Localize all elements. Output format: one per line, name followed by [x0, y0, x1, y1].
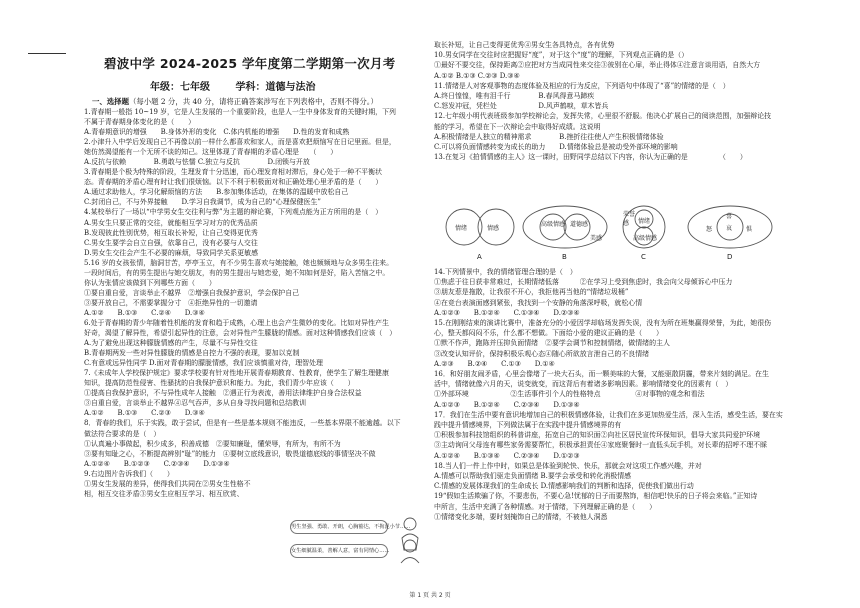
- right-column-line: 16．和好朋友闹矛盾，心里会像堵了一块大石头，而一颗美味的大餐，又能驱散阴霾，带来片刻的满足。在生: [434, 370, 769, 379]
- diagram-d-caption: D: [727, 253, 733, 261]
- right-column-line: A.终日惶惶，唯有泪千行 B.春风得意马蹄疾: [434, 92, 595, 101]
- left-column-line: ①提高自我保护意识，不与异性成年人接触 ②遇正行为表流，善用法律维护自身合法权益: [84, 389, 362, 398]
- left-column-line: A.①② B.①③ C.②③ D.③④: [84, 409, 205, 418]
- left-column-line: A.反抗与依赖 B.勇敢与怯懦 C.独立与反抗 D.闭锁与开放: [84, 158, 310, 167]
- right-column-line: A.情感可以帮助我们驱走负面情绪 B.要学会承受和转化消极情感: [434, 472, 632, 481]
- left-column-line: C.有意或远异性同学 D.面对青春期的朦胧情感，我们应该慎重对待，理智处理: [84, 359, 323, 368]
- diagram-d-label-1: 喜: [726, 213, 733, 220]
- right-column-line: 18.当人们一件上作中时，如果总是体验到轮快、快乐，那就会对这项工作感兴趣，并对: [434, 461, 702, 470]
- left-column-line: 相，相互交往矛盾③男女生应相互学习、相互欣赏、: [84, 489, 244, 498]
- right-column-line: 15.在刚刚结束的演讲比赛中，准备充分的小爱因学却临场发挥失误，没有为所在班集赢得荣誉，为此，她很伤: [434, 319, 772, 328]
- right-column-line: ①默不作声，跑陈并压抑负面情绪 ②要学会调节和控制情绪，做情绪的主人: [434, 339, 670, 348]
- right-column-line: ③朋友惹是拖散，让我很不开心，我拒他再当他的“情绪垃圾桶”: [434, 288, 629, 297]
- left-column-line: A.通过求助他人，学习化解烦恼的方法 B.参加集体活动，在集体的温暖中放松自己: [84, 188, 349, 197]
- right-column-line: 10.男女同学在交往时应把握好“度”，对于这个“度”的理解，下列观点正确的是（）: [434, 51, 689, 60]
- left-column-line: A.①② B.①③ C.②④ D.③④: [84, 308, 205, 317]
- left-column-line: 5.16 岁的女孩张情，脑洞甘苦，亭亭玉立，有不少男生喜欢与她接触，她也频频地与众多男生往来。: [84, 258, 394, 267]
- right-column-line: ①情绪变化多端，要时刻掩饰自己的情绪，不被他人洞悉: [434, 512, 608, 521]
- q9-bubble-girls: 女生细腻温柔，善解人意，富有同情心……: [290, 544, 388, 558]
- left-column: [84, 107, 430, 499]
- diagram-a-caption: A: [477, 253, 482, 261]
- right-column-line: A.①②③ B.①②④ C.①③④ D.②③④: [434, 308, 580, 317]
- right-column-line: ①焦虑于往日获非常难过，长期情绪低落 ②在学习上受到焦虑时，我会向父母倾诉心中压力: [434, 278, 733, 287]
- left-column-line: 3.青春期是个极为特殊的阶段，生理发育十分迅速，而心理发育相对滞后，身心处于一种不平衡状: [84, 168, 382, 177]
- left-column-line: 不属于青春期身体变化的是（ ）: [84, 118, 195, 127]
- page-footer: 第 1 页 共 2 页: [409, 592, 451, 599]
- diagram-c-label-1: 荣誉感: [623, 211, 636, 227]
- left-column-line: 8．青春的我们，乐于实践，敢于尝试，但是有一些是基本规则不能违反，一些基本界限不能逾越。以下: [84, 419, 401, 428]
- q13-diagrams: [440, 203, 790, 261]
- right-column-line: 13.在复习《拍情情感的主人》这一课时，田野同学总结以下内容，你认为正确的是 （ ）: [434, 153, 747, 162]
- diagram-d-label-4: 惧: [746, 226, 753, 233]
- q9-illustration: [290, 520, 411, 564]
- diagram-a-label-2: 情感: [487, 225, 500, 232]
- right-column-line: 取长补短，让自己变得更优秀④男女生各具特点，各有优势: [434, 41, 615, 49]
- left-column-line: ①认真遍小事做起，积少成多，积善成德 ②要知廉耻，懂荣辱，有所为，有所不为: [84, 439, 341, 448]
- right-column-line: 心，整天都闷闷不乐，什么都不想做。下面给小爱的建议正确的是（ ）: [434, 329, 663, 338]
- right-column-line: 践中提升情感境界，下列做法属于在实践中提升情感境界的有: [434, 421, 622, 430]
- right-column-line: 活中，情绪就像六月的天，说变就变，而这背后有着诸多影响因素。影响情绪变化的因素有（ ）: [434, 380, 733, 389]
- exam-title: 碧波中学 2024-2025 学年度第二学期第一次月考: [104, 56, 396, 71]
- left-column-line: ③自重自爱，言谈举止不越界④忍气吞声，多从自身寻找问题和总结教训: [84, 399, 306, 408]
- left-column-line: A.青春期意识的增强 B.身体外形的变化 C.体内机能的增强 D.性的发育和成熟: [84, 128, 350, 137]
- top-left-rule: [28, 53, 66, 54]
- right-column-line: 12.七年级小明代表班级参加学校辩论会，发挥失常，心里很不舒服。他决心扩展自己的阅读范围，加强辩论技: [434, 112, 772, 121]
- left-column-line: 7.《未成年人学校保护规定》要求学校要有针对性地开展青春期教育、性教育，使学生了解生理健康: [84, 369, 389, 378]
- right-column-line: 19“假如生活欺骗了你，不要悲伤，不要心急!忧郁的日子而要熬饰，相信吧!快乐的日子将会来临。”正知诗: [434, 492, 758, 501]
- diagram-c-label-2: 情绪: [638, 218, 651, 225]
- left-column-line: 9.右边图片告诉我们（ ）: [84, 469, 174, 478]
- diagram-a-label-1: 情绪: [455, 225, 468, 232]
- left-column-line: ③要有知耻之心，不断提高辨别“耻”的能力 ④要树立底线意识，敬畏道德底线的事情坚决不做: [84, 449, 376, 458]
- left-column-line: 态。青春期的矛盾心理有时让我们很烦恼。以下不利于积极面对和正确处理心里矛盾的是（ ）: [84, 178, 383, 187]
- left-column-line: 做法符合要求的是（ ）: [84, 429, 161, 438]
- right-column-line: 11.情绪是人对客观事物的态度体验及相应的行为反应，下列语句中体现了“喜”的情绪的是（ ）: [434, 81, 730, 90]
- right-column-line: 能的学习，希望在下一次辩论会中取得好成绩。这说明: [434, 122, 601, 131]
- q9-bubble-boys: 男生坚强、勇敢、开朗，心胸豁达，不拘泥小节……: [290, 520, 388, 534]
- right-column-line: ③改变认知评价，保持积极乐观心态④随心所欲放言泄自己的不良情绪: [434, 349, 650, 358]
- left-column-line: 一段时间后，有的男生提出与她交朋友，有的男生提出与她恋爱，她不知如何是好，陷入苦恼之中。: [84, 268, 390, 277]
- right-column-line: 14.下列情景中，我的情绪管理合理的是（ ）: [434, 268, 577, 276]
- diagram-b-caption: B: [562, 253, 567, 261]
- left-column-line: ①要自重自爱，言谈举止不越界 ②增强自我保护意识，学会保护自己: [84, 288, 300, 297]
- right-column-line: A.积极情绪是人独立的精神需求 B.挫折往往使人产生积极情绪体验: [434, 132, 664, 141]
- left-column-line: A.男女生只要正常的交往，就能相互学习对方的优秀品质: [84, 218, 258, 227]
- right-column-bottom: [434, 267, 790, 522]
- section-heading: [92, 96, 378, 107]
- left-column-line: C.男女生要学会自立自强，依靠自己，没有必要与人交往: [84, 238, 258, 247]
- left-column-line: A.为了避免出现这种朦胧情感的产生，尽量不与异性交往: [84, 339, 258, 348]
- right-column-line: ①外部环境 ②生活事件引个人的性格特点 ④对事物的观念和看法: [434, 390, 705, 399]
- left-column-line: 你认为张情应该做到下列哪些方面（ ）: [84, 278, 216, 287]
- diagram-c-label-3: 高级情感: [633, 235, 658, 242]
- left-column-line: ③要开放自己，不需要掌握分寸 ④拒绝异性的一切邀请: [84, 298, 258, 307]
- section-instructions: （每小题 2 分，共 40 分，请将正确答案涉写在下列表格中，否则不得分。）: [128, 97, 378, 106]
- left-column-line: 1.青春期一般指 10~19 岁，它是人生发展的一个重要阶段，也是人一生中身体发育的关键时期，下列: [84, 108, 396, 116]
- right-column-line: ④在竞台表演面感到紧张，我找到一个安静的角落深呼吸，就松心情: [434, 298, 643, 307]
- left-column-line: 4.某校举行了一场以“中学男女生交往利与弊”为主题的辩论赛，下列观点能为正方所用的是（ ）: [84, 208, 383, 217]
- diagram-b-label-2: 道德感: [569, 221, 588, 228]
- right-column-line: ①积极参加科技馆组织的科普讲座，拓宽自己的知识面②向社区居民宣传环保知识，倡导大家共同爱护环境: [434, 431, 761, 440]
- left-column-line: A.①②④ B.①②③ C.②③④ D.①③④: [84, 459, 230, 468]
- diagram-d-label-3: 哀: [726, 225, 733, 232]
- diagram-b-label-3: 美感: [590, 235, 603, 242]
- right-column-line: C.怒发冲冠，凭栏处 D.风声鹤唳，草木皆兵: [434, 102, 609, 111]
- left-column-line: 6.处于青春期的青少年随着性机能的发育和趋于成熟，心理上也会产生微妙的变化。比如对异性产生: [84, 318, 389, 327]
- right-column-line: C.可以将负面情感转变为成长的助力 D.情绪体验总是被动受外部环境的影响: [434, 143, 678, 152]
- left-column-line: C.封闭自己，不与外界接触 D.学习自我调节，成为自己的“心理保健医生”: [84, 198, 321, 207]
- right-column-line: 中所言，生活中充满了各种情感。对于情绪，下列理解正确的是（ ）: [434, 502, 656, 511]
- left-column-line: 好奇，渴望了解异性，希望引起异性的注意，会对异性产生朦胧的情感。面对这种情感我们应该（ ）: [84, 329, 397, 338]
- right-column-line: A.①② B.①③ C.②③ D.③④: [434, 71, 520, 80]
- right-column-top: [434, 40, 790, 162]
- left-column-line: 知识，提高防范性侵害、性骚扰的自我保护意识和能力。为此，我们青少年应该（ ）: [84, 379, 355, 388]
- grade-label: 年级：七年级: [150, 82, 210, 93]
- left-column-line: ①男女生发展的差异，使得我们共同在②男女生性格不: [84, 479, 251, 488]
- q9-illustration-people: [392, 516, 428, 566]
- subject-label: 学科：道德与法治: [235, 82, 316, 93]
- left-column-line: B.青春期两发一些对异性朦胧的情感是自控力不强的表现，要加以克制: [84, 349, 300, 358]
- diagram-c-caption: C: [641, 253, 646, 261]
- right-column-line: A.①②④ B.①③④ C.②③④ D.①②③: [434, 451, 580, 460]
- diagram-d-label-2: 怒: [706, 226, 713, 233]
- right-column-line: C.情感的发展体现我们的生命成长 D.情感影响我们的判断和选择，促使我们做出行动: [434, 482, 694, 491]
- diagram-b-label-1: 高级情感: [541, 221, 566, 228]
- right-column-line: ③主动询问父母连有哪些家务需要帮忙，积极承担责任④家庭聚餐时一直低头玩手机，对长辈的招呼不理不睬: [434, 441, 767, 450]
- left-column-line: B.发现彼此性别优势，相互取长补短，让自己变得更优秀: [84, 228, 258, 237]
- left-column-line: D.男女生交往会产生不必要的麻烦，导致同学关系更敏感: [84, 248, 259, 257]
- section-label: 一、选择题: [92, 97, 129, 106]
- left-column-line: 2.小津升入中学后发现自己不再像以前一样什么都喜欢和家人，而是喜欢把烦恼写在日记里面。但是，: [84, 138, 396, 147]
- right-column-line: A.②③ B.②④ C.①③ D.①④: [434, 359, 555, 368]
- right-column-line: ①最好不要交往，保持距离②应把对方当成同性来交往③彼别在心扉，举止得体④注意言谈用语，自然大方: [434, 61, 761, 70]
- right-column-line: 17．我们在生活中要有意识地增加自己的积极情感体验，让我们在多更加热爱生活，深入生活，感受生活，要在实: [434, 410, 783, 419]
- left-column-line: 她仿然渴望能有一个无所不谈的知己。这里体现了青春期的矛盾心理是 （ ）: [84, 148, 338, 157]
- exam-subheading: [150, 78, 337, 93]
- right-column-line: A.①②③ B.①②④ C.②③④ D.①③④: [434, 400, 580, 409]
